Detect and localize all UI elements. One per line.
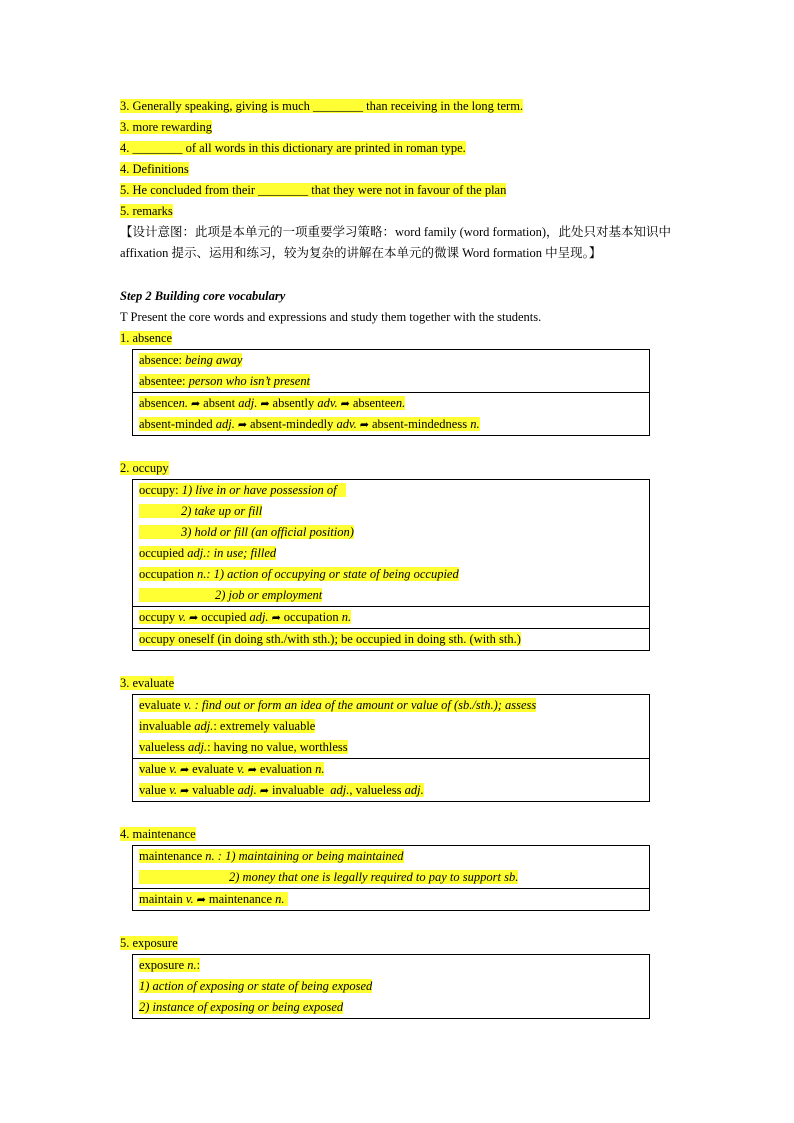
document-page <box>120 96 672 1041</box>
word-family-section: absencen. ➦ absent adj. ➦ absently adv. ➦ absenteen. absent-minded adj. ➦ absent-mindedly adv. ➦ absent-mindedness n. <box>133 392 649 435</box>
word-heading-occupy: 2. occupy <box>120 461 169 475</box>
arrow-icon: ➦ <box>259 784 269 797</box>
word-box-exposure <box>132 954 650 1019</box>
definitions-section: evaluate v. : find out or form an idea of the amount or value of (sb./sth.); assess invaluable adj.: extremely valuable valueless adj.: having no value, worthless <box>139 698 537 754</box>
arrow-icon: ➦ <box>196 893 206 906</box>
arrow-icon: ➦ <box>237 418 248 431</box>
arrow-icon: ➦ <box>247 763 257 776</box>
arrow-icon: ➦ <box>190 397 201 410</box>
word-family-section: maintain v. ➦ maintenance n. <box>133 888 649 910</box>
definitions-section: maintenance n. : 1) maintaining or being maintained 2) money that one is legally required to pay to support sb. <box>139 849 519 884</box>
definitions-section: occupy: 1) live in or have possession of 2) take up or fill 3) hold or fill (an official position) occupied adj.: in use; filled occupation n.: 1) action of occupying or state of being occupied 2) job or employment <box>139 483 459 602</box>
exercise-question-4: 4. ________ of all words in this dictionary are printed in roman type. <box>120 141 466 155</box>
word-family-section: occupy v. ➦ occupied adj. ➦ occupation n. <box>133 606 649 628</box>
step-intro: T Present the core words and expressions and study them together with the students. <box>120 310 542 324</box>
phrase-section: occupy oneself (in doing sth./with sth.); be occupied in doing sth. (with sth.) <box>133 628 649 650</box>
arrow-icon: ➦ <box>179 763 190 776</box>
arrow-icon: ➦ <box>359 418 369 431</box>
arrow-icon: ➦ <box>271 611 281 624</box>
design-note: 【设计意图：此项是本单元的一项重要学习策略：word family (word formation)，此处只对基本知识中 affixation 提示、运用和练习，较为复杂的讲解在本单元的微课 Word formation 中呈现。】 <box>120 225 672 260</box>
arrow-icon: ➦ <box>179 784 190 797</box>
arrow-icon: ➦ <box>188 611 199 624</box>
definitions-section: exposure n.: 1) action of exposing or state of being exposed 2) instance of exposing or being exposed <box>139 958 373 1014</box>
word-heading-maintenance: 4. maintenance <box>120 827 196 841</box>
definitions-section: absence: being away absentee: person who isn’t present <box>139 353 311 388</box>
word-box-occupy <box>132 479 650 651</box>
word-box-maintenance <box>132 845 650 911</box>
arrow-icon: ➦ <box>340 397 350 410</box>
exercise-answer-3: 3. more rewarding <box>120 120 212 134</box>
word-heading-absence: 1. absence <box>120 331 173 345</box>
exercise-answer-4: 4. Definitions <box>120 162 189 176</box>
exercise-question-5: 5. He concluded from their ________ that they were not in favour of the plan <box>120 183 507 197</box>
word-heading-exposure: 5. exposure <box>120 936 178 950</box>
exercise-question-3: 3. Generally speaking, giving is much ________ than receiving in the long term. <box>120 99 524 113</box>
word-box-absence <box>132 349 650 436</box>
exercise-answer-5: 5. remarks <box>120 204 173 218</box>
arrow-icon: ➦ <box>260 397 270 410</box>
word-heading-evaluate: 3. evaluate <box>120 676 175 690</box>
word-family-section: value v. ➦ evaluate v. ➦ evaluation n. value v. ➦ valuable adj. ➦ invaluable adj., valueless adj. <box>133 758 649 801</box>
step-title: Step 2 Building core vocabulary <box>120 289 286 303</box>
word-box-evaluate <box>132 694 650 802</box>
